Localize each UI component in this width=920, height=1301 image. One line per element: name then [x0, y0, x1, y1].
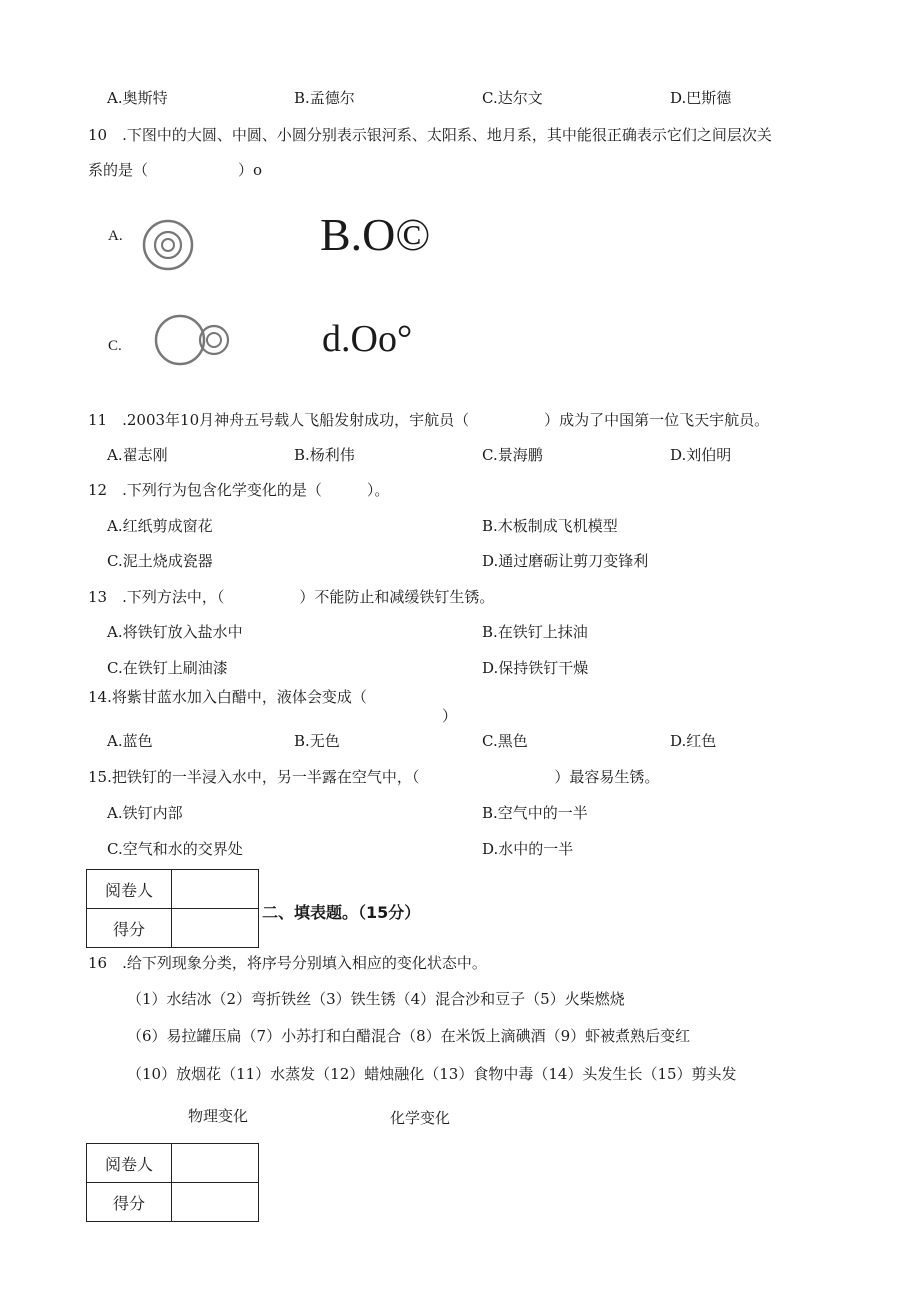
q9-option-d[interactable]: D.巴斯德: [670, 89, 732, 107]
q15-option-b[interactable]: B.空气中的一半: [482, 804, 588, 822]
q10-option-a-label[interactable]: A.: [108, 228, 123, 244]
q10-stem-line1: 10 .下图中的大圆、中圆、小圆分别表示银河系、太阳系、地月系，其中能很正确表示它们之间层次关: [88, 126, 772, 144]
q16-stem: 16 .给下列现象分类，将序号分别填入相应的变化状态中。: [88, 954, 487, 972]
q13-option-c[interactable]: C.在铁钉上刷油漆: [107, 659, 228, 677]
q14-option-c[interactable]: C.黑色: [482, 732, 528, 750]
q16-items-line1: （1）水结冰（2）弯折铁丝（3）铁生锈（4）混合沙和豆子（5）火柴燃烧: [127, 990, 625, 1008]
q16-items-line3: （10）放烟花（11）水蒸发（12）蜡烛融化（13）食物中毒（14）头发生长（15）剪头发: [127, 1065, 737, 1083]
q14-option-b[interactable]: B.无色: [294, 732, 340, 750]
q15-option-c[interactable]: C.空气和水的交界处: [107, 840, 243, 858]
score-box-section-2: [86, 869, 259, 948]
score-cell[interactable]: [172, 1183, 259, 1222]
reviewer-cell[interactable]: [172, 870, 259, 909]
q12-option-a[interactable]: A.红纸剪成窗花: [107, 517, 213, 535]
q9-option-c[interactable]: C.达尔文: [482, 89, 543, 107]
small-circle: [162, 239, 174, 251]
q11-option-d[interactable]: D.刘伯明: [670, 446, 732, 464]
q13-option-a[interactable]: A.将铁钉放入盐水中: [107, 623, 243, 641]
score-label: 得分: [87, 1183, 172, 1222]
q16-items-line2: （6）易拉罐压扁（7）小苏打和白醋混合（8）在米饭上滴碘酒（9）虾被煮熟后变红: [127, 1027, 691, 1045]
q14-option-a[interactable]: A.蓝色: [107, 732, 153, 750]
q12-option-c[interactable]: C.泥土烧成瓷器: [107, 552, 213, 570]
q14-stem: 14.将紫甘蓝水加入白醋中，液体会变成（: [88, 688, 367, 706]
q11-option-b[interactable]: B.杨利伟: [294, 446, 355, 464]
q10-option-c-diagram[interactable]: [152, 313, 236, 367]
q11-option-c[interactable]: C.景海鹏: [482, 446, 543, 464]
q13-option-b[interactable]: B.在铁钉上抹油: [482, 623, 588, 641]
score-label: 得分: [87, 909, 172, 948]
q14-stem-close: ）: [442, 707, 458, 725]
medium-circle: [155, 232, 181, 258]
reviewer-label: 阅卷人: [87, 870, 172, 909]
q10-option-b[interactable]: B.O©: [320, 209, 431, 260]
q9-option-b[interactable]: B.孟德尔: [294, 89, 355, 107]
score-cell[interactable]: [172, 909, 259, 948]
physical-change-header: 物理变化: [188, 1107, 249, 1125]
q10-option-d[interactable]: d.Oo°: [322, 318, 413, 360]
reviewer-cell[interactable]: [172, 1144, 259, 1183]
chemical-change-header: 化学变化: [390, 1109, 451, 1127]
q9-option-a[interactable]: A.奥斯特: [107, 89, 168, 107]
q13-option-d[interactable]: D.保持铁钉干燥: [482, 659, 589, 677]
q10-option-a-diagram[interactable]: [138, 216, 198, 276]
q15-stem: 15.把铁钉的一半浸入水中，另一半露在空气中，（ ）最容易生锈。: [88, 768, 660, 786]
section-2-title: 二、填表题。（15分）: [262, 903, 421, 922]
q11-stem: 11 .2003年10月神舟五号载人飞船发射成功，宇航员（ ）成为了中国第一位飞天宇航员。: [88, 411, 770, 429]
reviewer-label: 阅卷人: [87, 1144, 172, 1183]
q11-option-a[interactable]: A.翟志刚: [107, 446, 168, 464]
q15-option-a[interactable]: A.铁钉内部: [107, 804, 183, 822]
large-circle: [156, 316, 204, 364]
q10-stem-line2: 系的是（ ）o: [88, 161, 263, 179]
q14-option-d[interactable]: D.红色: [670, 732, 717, 750]
q15-option-d[interactable]: D.水中的一半: [482, 840, 574, 858]
score-box-section-3: [86, 1143, 259, 1222]
large-circle: [144, 221, 192, 269]
q12-option-b[interactable]: B.木板制成飞机模型: [482, 517, 618, 535]
q10-option-c-label[interactable]: C.: [108, 338, 122, 354]
q12-option-d[interactable]: D.通过磨砺让剪刀变锋利: [482, 552, 649, 570]
q12-stem: 12 .下列行为包含化学变化的是（ ）。: [88, 481, 390, 499]
q13-stem: 13 .下列方法中，（ ）不能防止和减缓铁钉生锈。: [88, 588, 495, 606]
small-circle: [207, 333, 221, 347]
